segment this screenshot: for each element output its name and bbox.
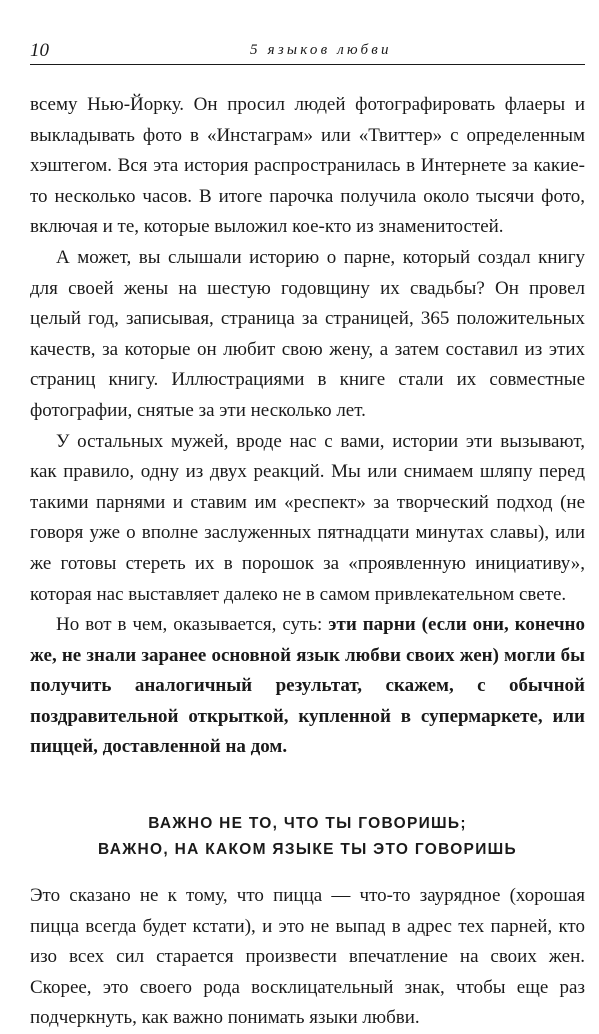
- paragraph-5: Это сказано не к тому, что пицца — что-то заурядное (хорошая пицца всегда будет кстати), и это не выпад в адрес тех парней, кто изо всех сил старается произвести впечатление на своих жен. Скорее, это своего рода восклицательный знак, чтобы еще раз подчеркнуть, как важно понимать языки любви.: [30, 885, 585, 1029]
- paragraph-4: [30, 610, 585, 763]
- paragraph-3: У остальных мужей, вроде нас с вами, истории эти вызывают, как правило, одну из двух реакций. Мы или снимаем шляпу перед такими парнями и ставим им «респект» за творческий подход (не говоря уже о вполне заслуженных пятнадцати минутах славы), или же готовы стереть их в порошок за «проявленную инициативу», которая нас выставляет далеко не в самом привлекательном свете.: [30, 430, 585, 605]
- running-title: 5 языков любви: [250, 42, 392, 58]
- section-heading-line-1: ВАЖНО НЕ ТО, ЧТО ТЫ ГОВОРИШЬ;: [148, 815, 467, 833]
- page-body: [30, 90, 585, 1034]
- running-header: [30, 36, 585, 65]
- paragraph-4-plain: Но вот в чем, оказывается, суть:: [56, 614, 329, 636]
- section-heading-line-2: ВАЖНО, НА КАКОМ ЯЗЫКЕ ТЫ ЭТО ГОВОРИШЬ: [98, 841, 517, 859]
- page-number: 10: [30, 40, 49, 61]
- paragraph-4-bold: эти парни (если они, конечно же, не знали заранее основной язык любви своих жен) могли бы получить аналогичный результат, скажем, с обычной поздравительной открыткой, купленной в супермаркете, или пиццей, доставленной на дом.: [30, 614, 585, 758]
- section-heading: [30, 811, 585, 863]
- paragraph-2: А может, вы слышали историю о парне, который создал книгу для своей жены на шестую годовщину их свадьбы? Он провел целый год, записывая, страница за страницей, 365 положительных качеств, за которые он любит свою жену, а затем составил из этих страниц книгу. Иллюстрациями в книге стали их совместные фотографии, снятые за эти несколько лет.: [30, 246, 585, 421]
- paragraph-1: всему Нью-Йорку. Он просил людей фотографировать флаеры и выкладывать фото в «Инстаграм» или «Твиттер» с определенным хэштегом. Вся эта история распространилась в Интернете за какие-то несколько часов. В итоге парочка получила около тысячи фото, включая и те, которые выложил кое-кто из знаменитостей.: [30, 94, 585, 238]
